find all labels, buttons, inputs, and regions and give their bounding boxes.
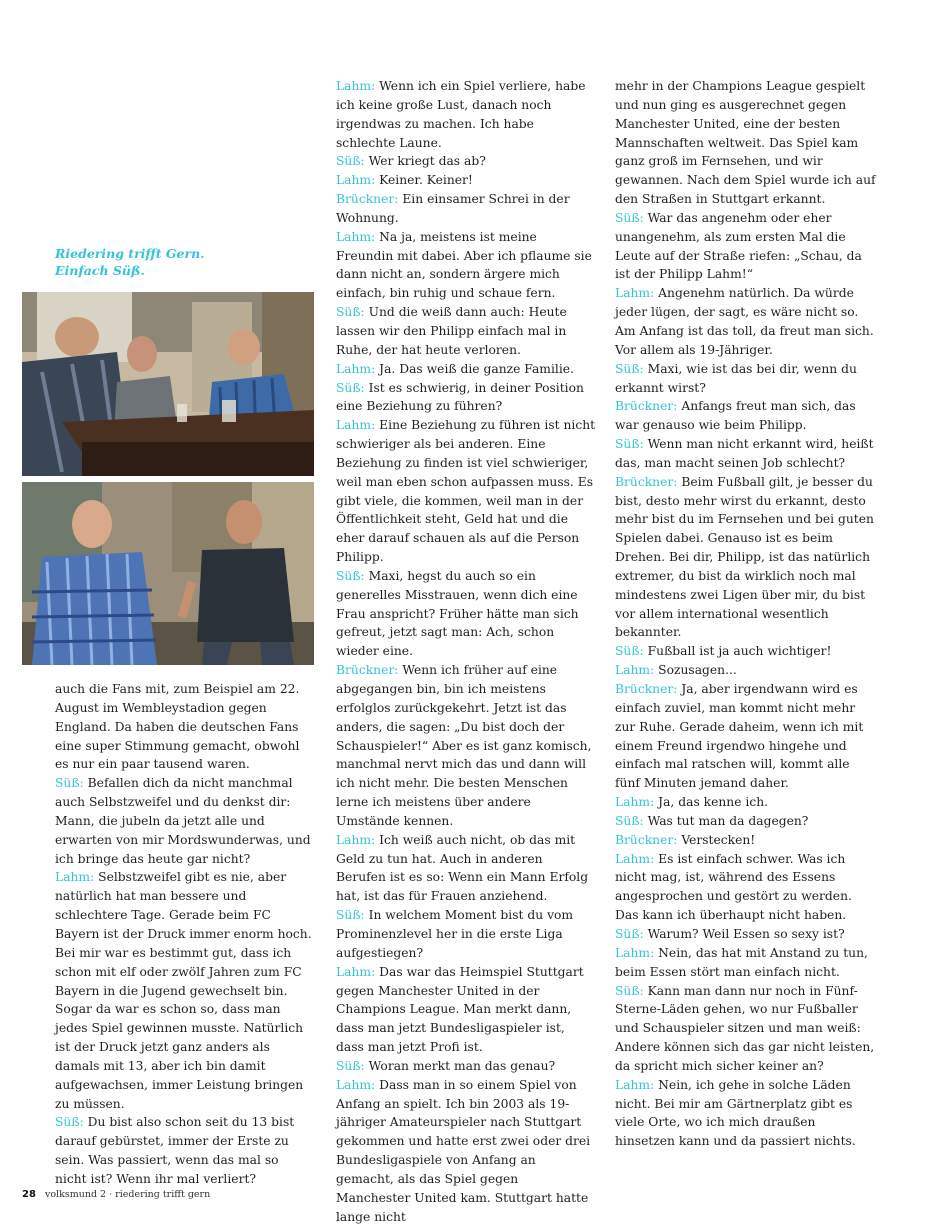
speaker-name: Süß: [615,644,644,659]
speaker-name: Brückner: [336,663,399,678]
speaker-name: Süß: [615,926,644,941]
speaker-name: Brückner: [615,832,678,847]
speaker-name: Lahm: [336,832,376,847]
interview-paragraph [615,435,877,473]
speaker-name: Süß: [615,437,644,452]
paragraph-text: War das angenehm oder eher unangenehm, als zum ersten Mal die Leute auf der Straße riefen: „Schau, da ist der Philipp Lahm!“ [615,210,862,282]
paragraph-text: Dass man in so einem Spiel von Anfang an spielt. Ich bin 2003 als 19-jähriger Amateurspieler nach Stuttgart gekommen und hatte erst zwei oder drei Bundesligaspiele von Anfang an gemacht, als das Spiel gegen Manchester United kam. Stuttgart hatte lange nicht [336,1077,591,1224]
page-footer [22,1189,210,1200]
footer-text: volksmund 2 · riedering trifft gern [44,1189,211,1200]
paragraph-text: Keiner. Keiner! [379,173,473,188]
paragraph-text: Anfangs freut man sich, das war genauso wie beim Philipp. [615,399,856,433]
paragraph-text: Angenehm natürlich. Da würde jeder lügen, der sagt, es wäre nicht so. Am Anfang ist das toll, da freut man sich. Vor allem als 19-Jähriger. [615,286,874,357]
speaker-name: Brückner: [615,682,678,696]
interview-paragraph [55,1113,313,1188]
interview-paragraph [615,661,877,680]
speaker-name: Lahm: [336,1077,376,1092]
paragraph-text: Verstecken! [681,832,756,847]
caption-line-1: Riedering trifft Gern. [55,246,205,261]
interview-paragraph [336,360,596,379]
speaker-name: Lahm: [336,173,376,188]
speaker-name: Süß: [615,813,644,828]
paragraph-text: Ja, aber irgendwann wird es einfach zuviel, man kommt nicht mehr zur Ruhe. Gerade daheim, wenn ich mit einem Freund irgendwo hingehe und einfach mal ratschen will, kommt alle fünf Minuten jemand daher. [615,682,864,791]
speaker-name: Lahm: [615,851,655,866]
paragraph-text: In welchem Moment bist du vom Prominenzlevel her in die erste Liga aufgestiegen? [336,908,574,960]
interview-paragraph [336,190,596,228]
interview-paragraph [336,416,596,567]
interview-paragraph [615,925,877,944]
speaker-name: Brückner: [615,399,678,414]
paragraph-text: Ja. Das weiß die ganze Familie. [379,361,574,376]
speaker-name: Lahm: [336,79,376,93]
interview-paragraph [336,1076,596,1226]
paragraph-text: Ja, das kenne ich. [658,795,769,810]
page-number: 28 [22,1189,36,1200]
interview-paragraph [615,982,877,1076]
paragraph-text: Du bist also schon seit du 13 bist darauf gebürstet, immer der Erste zu sein. Was passiert, wenn das mal so nicht ist? Wenn ihr mal verliert? [55,1115,295,1186]
interview-paragraph [615,793,877,812]
interview-paragraph [615,1076,877,1151]
speaker-name: Lahm: [55,870,95,885]
interview-paragraph [336,152,596,171]
paragraph-text: Das war das Heimspiel Stuttgart gegen Manchester United in der Champions League. Man merkt dann, dass man jetzt Bundesligaspieler ist, dass man jetzt Profi ist. [336,964,584,1055]
paragraph-text: Fußball ist ja auch wichtiger! [647,644,832,659]
speaker-name: Süß: [615,361,644,376]
speaker-name: Lahm: [336,361,376,376]
speaker-name: Lahm: [615,945,655,960]
paragraph-text: Nein, das hat mit Anstand zu tun, beim Essen stört man einfach nicht. [615,945,868,979]
paragraph-text: auch die Fans mit, zum Beispiel am 22. August im Wembleystadion gegen England. Da haben die deutschen Fans eine super Stimmung gemacht, obwohl es nur ein paar tausend waren. [55,682,300,772]
interview-paragraph [336,303,596,360]
speaker-name: Süß: [55,776,84,791]
speaker-name: Lahm: [615,286,655,301]
speaker-name: Süß: [336,154,365,169]
interview-paragraph [615,944,877,982]
paragraph-text: Nein, ich gehe in solche Läden nicht. Bei mir am Gärtnerplatz gibt es viele Orte, wo ich mich draußen hinsetzen kann und da passiert nichts. [615,1077,856,1149]
speaker-name: Lahm: [615,663,655,678]
interview-paragraph [336,661,596,831]
interview-paragraph [615,209,877,284]
speaker-name: Lahm: [336,418,376,433]
speaker-name: Süß: [336,908,365,923]
interview-paragraph [336,379,596,417]
paragraph-text: Maxi, hegst du auch so ein generelles Misstrauen, wenn dich eine Frau anspricht? Früher hätte man sich gefreut, jetzt sagt man: Ach, schon wieder eine. [336,568,579,659]
speaker-name: Süß: [615,210,644,225]
speaker-name: Lahm: [336,964,376,979]
interview-paragraph [615,850,877,925]
paragraph-text: Na ja, meistens ist meine Freundin mit dabei. Aber ich pflaume sie dann nicht an, sondern ärgere mich einfach, bin ruhig und schaue fern. [336,229,592,301]
photo-caption [55,245,305,279]
speaker-name: Süß: [336,380,365,395]
paragraph-text: Wenn man nicht erkannt wird, heißt das, man macht seinen Job schlecht? [615,437,874,470]
interview-paragraph [336,1057,596,1076]
paragraph-text: Und die weiß dann auch: Heute lassen wir den Philipp einfach mal in Ruhe, der hat heute verloren. [336,305,567,357]
paragraph-text: Maxi, wie ist das bei dir, wenn du erkannt wirst? [615,361,857,395]
paragraph-text: Was tut man da dagegen? [647,813,809,828]
paragraph-text: Es ist einfach schwer. Was ich nicht mag, ist, während des Essens angesprochen und gestört zu werden. Das kann ich überhaupt nicht haben. [615,851,852,923]
paragraph-text: Befallen dich da nicht manchmal auch Selbstzweifel und du denkst dir: Mann, die jubeln da jetzt alle und erwarten von mir Mordswunderwas, und ich bringe das heute gar nicht? [55,776,311,866]
interview-paragraph [615,473,877,643]
article-column-1 [55,680,313,1189]
paragraph-text: Selbstzweifel gibt es nie, aber natürlich hat man bessere und schlechtere Tage. Gerade beim FC Bayern ist der Druck immer enorm hoch. Bei mir war es bestimmt gut, dass ich schon mit elf oder zwölf Jahren zum FC Bayern in die Jugend gewechselt bin. Sogar da war es schon so, dass man jedes Spiel gewinnen musste. Natürlich ist der Druck jetzt ganz anders als damals mit 13, aber ich bin damit aufgewachsen, immer Leistung bringen zu müssen. [55,870,312,1111]
photo-men-walking [22,482,314,665]
paragraph-text: Sozusagen... [658,663,737,678]
speaker-name: Brückner: [615,474,678,489]
speaker-name: Süß: [336,568,365,583]
speaker-name: Lahm: [336,229,376,244]
paragraph-text: Woran merkt man das genau? [368,1058,556,1073]
interview-paragraph [615,284,877,359]
paragraph-text: Ist es schwierig, in deiner Position eine Beziehung zu führen? [336,380,584,414]
interview-paragraph [615,360,877,398]
paragraph-text: Warum? Weil Essen so sexy ist? [647,926,845,941]
interview-paragraph [336,831,596,906]
paragraph-text: Wer kriegt das ab? [368,154,486,169]
paragraph-text: Wenn ich früher auf eine abgegangen bin, bin ich meistens erfolglos zurückgekehrt. Jetzt ist das anders, die sagen: „Du bist doch der Schauspieler!“ Aber es ist ganz komisch, manchmal nervt mich das und dann will ich nicht mehr. Die besten Menschen lerne ich meistens über andere Umstände kennen. [336,663,592,828]
speaker-name: Lahm: [615,795,655,810]
interview-paragraph [336,228,596,303]
interview-paragraph [55,868,313,1113]
speaker-name: Lahm: [615,1077,655,1092]
interview-paragraph [55,680,313,774]
paragraph-text: Beim Fußball gilt, je besser du bist, desto mehr wirst du erkannt, desto mehr bist du im Fernsehen und bei guten Spielen dabei. Genauso ist es beim Drehen. Bei dir, Philipp, ist das natürlich extremer, du bist da wirklich noch mal mindestens zwei Ligen über mir, du bist vor allem international wesentlich bekannter. [615,474,874,640]
interview-paragraph [336,77,596,152]
speaker-name: Süß: [336,305,365,320]
paragraph-text: mehr in der Champions League gespielt und nun ging es ausgerechnet gegen Manchester United, eine der besten Mannschaften weltweit. Das Spiel kam ganz groß im Fernsehen, und wir gewannen. Nach dem Spiel wurde ich auf den Straßen in Stuttgart erkannt. [615,79,876,207]
interview-paragraph [336,906,596,963]
paragraph-text: Kann man dann nur noch in Fünf-Sterne-Läden gehen, wo nur Fußballer und Schauspieler sitzen und man weiß: Andere können sich das gar nicht leisten, da spricht mich sicher keiner an? [615,983,875,1073]
speaker-name: Süß: [55,1115,84,1130]
caption-line-2: Einfach Süß. [55,263,145,278]
interview-paragraph [615,680,877,793]
speaker-name: Süß: [615,983,644,998]
article-column-2 [336,77,596,1226]
article-column-3 [615,77,877,1151]
interview-paragraph [615,77,877,209]
speaker-name: Brückner: [336,192,399,207]
interview-paragraph [615,831,877,850]
paragraph-text: Wenn ich ein Spiel verliere, habe ich keine große Lust, danach noch irgendwas zu machen. Ich habe schlechte Laune. [336,79,586,150]
interview-paragraph [336,567,596,661]
interview-paragraph [336,963,596,1057]
interview-paragraph [615,397,877,435]
interview-paragraph [615,812,877,831]
speaker-name: Süß: [336,1058,365,1073]
interview-paragraph [615,642,877,661]
paragraph-text: Ein einsamer Schrei in der Wohnung. [336,192,570,225]
interview-paragraph [336,171,596,190]
paragraph-text: Ich weiß auch nicht, ob das mit Geld zu tun hat. Auch in anderen Berufen ist es so: Wenn ein Mann Erfolg hat, ist das für Frauen anziehend. [336,832,589,904]
interview-paragraph [55,774,313,868]
paragraph-text: Eine Beziehung zu führen ist nicht schwieriger als bei anderen. Eine Beziehung zu finden ist viel schwieriger, weil man eben schon aufpassen muss. Es gibt viele, die kommen, weil man in der Öffentlichkeit steht, Geld hat und die eher darauf schauen als auf die Person Philipp. [336,418,596,565]
photo-men-at-table [22,292,314,476]
